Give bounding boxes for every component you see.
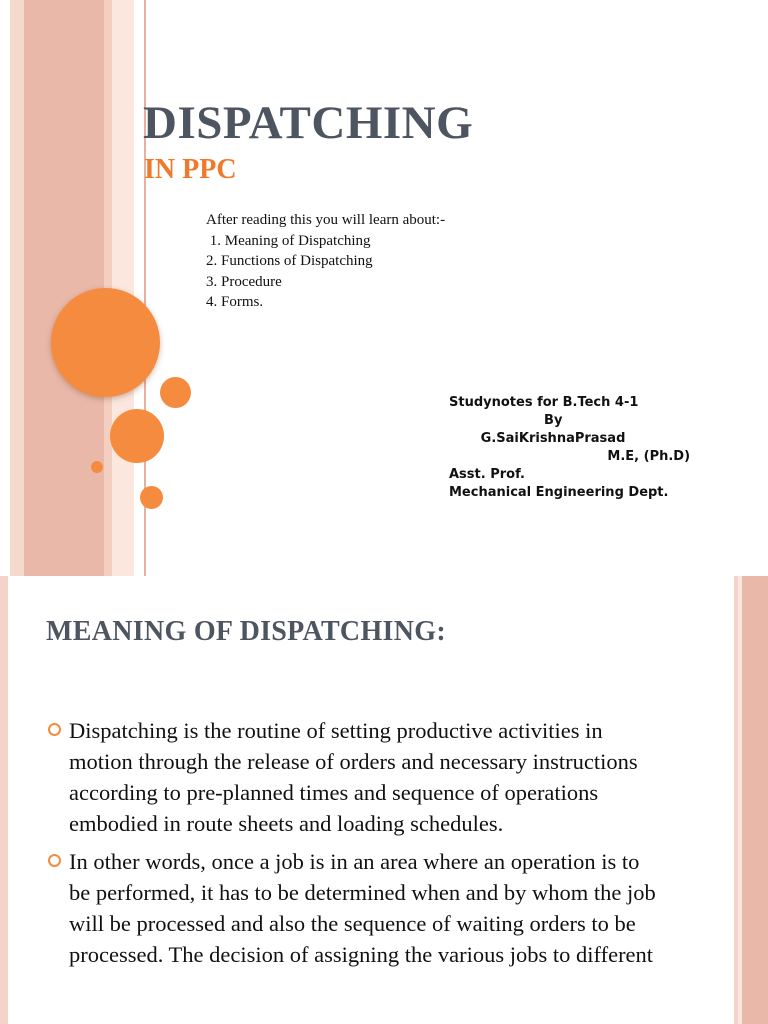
outline-item: 2. Functions of Dispatching <box>206 253 373 269</box>
bullet-list <box>0 715 740 977</box>
outline-item: 4. Forms. <box>206 294 264 310</box>
credit-line: By <box>449 413 563 428</box>
decor-circle-medium <box>110 409 164 463</box>
bullet-text: In other words, once a job is in an area where an operation is to be performed, it has to be determined when and by whom the job will be processed and also the sequence of waiting orders to be processed. The decision of assigning the various jobs to different <box>69 849 656 967</box>
credit-line: G.SaiKrishnaPrasad <box>449 431 626 446</box>
credit-line: Asst. Prof. <box>449 467 525 482</box>
outline-item: 1. Meaning of Dispatching <box>206 232 371 249</box>
bullet-text: Dispatching is the routine of setting productive activities in motion through the release of orders and necessary instructions according to pre-planned times and sequence of operations embodied in route sheets and loading schedules. <box>69 718 638 836</box>
section-heading: MEANING OF DISPATCHING: <box>46 616 446 647</box>
decor-band-wide <box>24 0 104 576</box>
credit-line: M.E, (Ph.D) <box>449 449 691 464</box>
slide-meaning <box>0 576 768 1024</box>
slide-subtitle: IN PPC <box>144 154 237 185</box>
decor-band-right-3 <box>742 576 768 1024</box>
decor-band-light <box>10 0 24 576</box>
outline-item: 3. Procedure <box>206 273 282 290</box>
outline-lead: After reading this you will learn about:- <box>206 212 446 228</box>
decor-circle-small-1 <box>160 377 191 408</box>
learning-outline <box>206 210 445 313</box>
author-credits <box>449 394 690 502</box>
decor-circle-tiny <box>91 461 103 473</box>
slide-title-text: DISPATCHING <box>143 97 474 149</box>
decor-circle-small-2 <box>140 486 163 509</box>
credit-line: Studynotes for B.Tech 4-1 <box>449 395 639 410</box>
decor-circle-large <box>51 288 160 397</box>
circle-bullet-icon <box>48 723 61 736</box>
circle-bullet-icon <box>48 854 61 867</box>
list-item <box>0 715 740 839</box>
credit-line: Mechanical Engineering Dept. <box>449 485 669 500</box>
list-item <box>0 846 740 970</box>
